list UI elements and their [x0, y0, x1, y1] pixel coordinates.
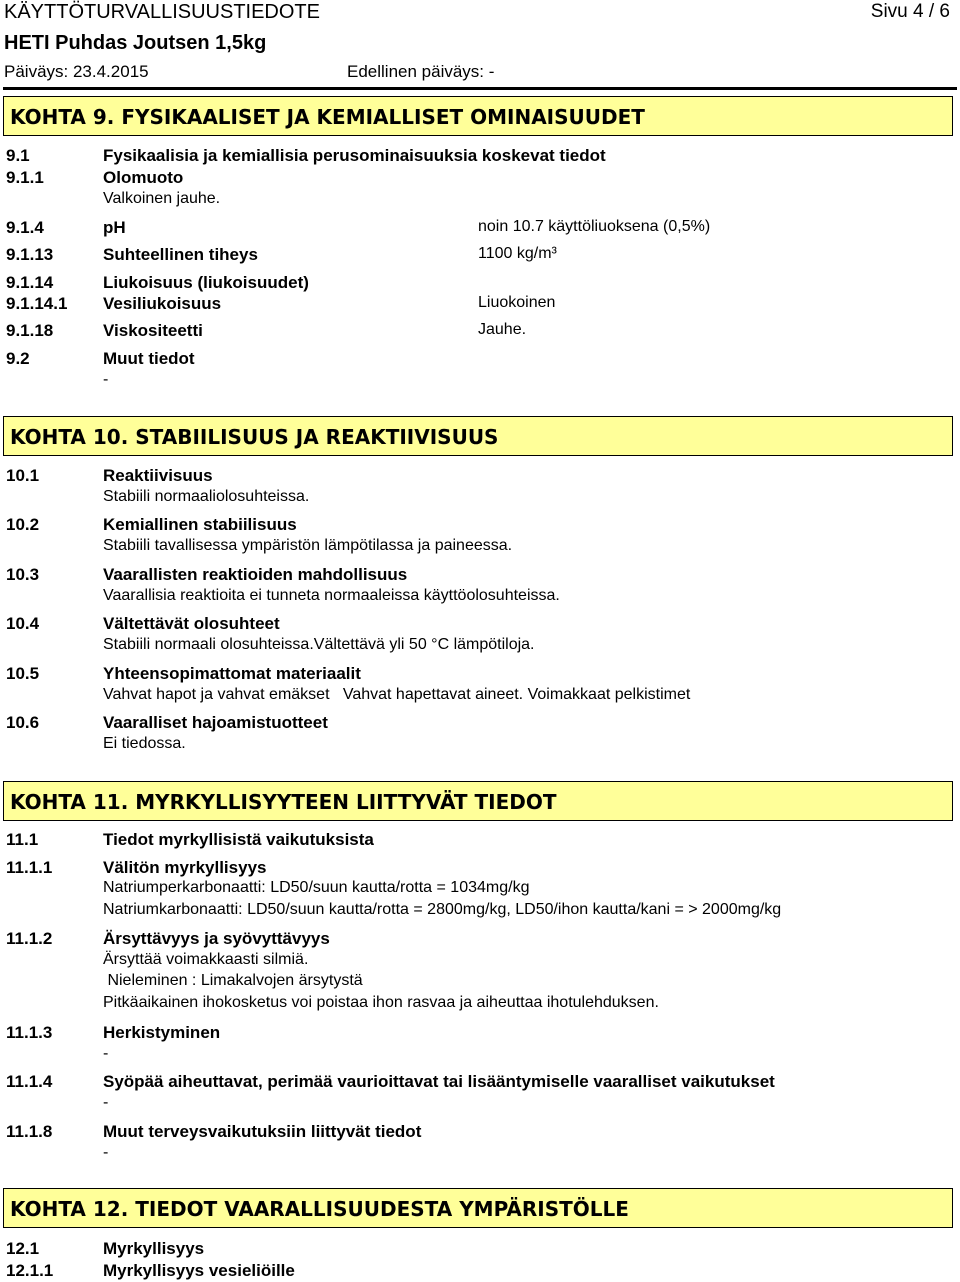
- item-label: Myrkyllisyys: [103, 1239, 205, 1258]
- item-label: Vesiliukoisuus: [103, 294, 222, 313]
- item-text: Natriumkarbonaatti: LD50/suun kautta/rotta = 2800mg/kg, LD50/ihon kautta/kani = > 2000mg/kg: [103, 901, 782, 918]
- item-label: Fysikaalisia ja kemiallisia perusominaisuuksia koskevat tiedot: [103, 146, 606, 165]
- item-label: Vältettävät olosuhteet: [103, 614, 280, 633]
- item-label: Liukoisuus (liukoisuudet): [103, 273, 309, 292]
- item-value: noin 10.7 käyttöliuoksena (0,5%): [478, 218, 711, 235]
- item-number: 10.1: [6, 466, 40, 485]
- section-11-heading: KOHTA 11. MYRKYLLISYYTEEN LIITTYVÄT TIEDOT: [3, 781, 953, 821]
- item-label: Yhteensopimattomat materiaalit: [103, 664, 361, 683]
- item-label: Reaktiivisuus: [103, 466, 213, 485]
- section-9-heading: KOHTA 9. FYSIKAALISET JA KEMIALLISET OMINAISUUDET: [3, 96, 953, 136]
- item-label: Välitön myrkyllisyys: [103, 858, 267, 877]
- item-text: -: [103, 1094, 109, 1111]
- product-name: HETI Puhdas Joutsen 1,5kg: [4, 32, 267, 54]
- item-text: Vahvat hapot ja vahvat emäkset Vahvat hapettavat aineet. Voimakkaat pelkistimet: [103, 686, 691, 703]
- item-number: 10.6: [6, 713, 40, 732]
- item-text: Pitkäaikainen ihokosketus voi poistaa ihon rasvaa ja aiheuttaa ihotulehduksen.: [103, 994, 659, 1011]
- item-label: Suhteellinen tiheys: [103, 245, 258, 264]
- item-text: Ei tiedossa.: [103, 735, 186, 752]
- item-number: 10.3: [6, 565, 40, 584]
- item-label: pH: [103, 218, 126, 237]
- previous-date: Edellinen päiväys: -: [347, 62, 495, 81]
- item-number: 9.1.1: [6, 168, 44, 187]
- item-text: -: [103, 1045, 109, 1062]
- item-label: Viskositeetti: [103, 321, 203, 340]
- item-number: 11.1.2: [6, 929, 53, 948]
- item-number: 9.1: [6, 146, 30, 165]
- item-label: Tiedot myrkyllisistä vaikutuksista: [103, 830, 374, 849]
- item-number: 11.1.1: [6, 858, 53, 877]
- item-text: Natriumperkarbonaatti: LD50/suun kautta/rotta = 1034mg/kg: [103, 879, 530, 896]
- item-number: 11.1.8: [6, 1122, 53, 1141]
- item-number: 10.2: [6, 515, 40, 534]
- section-12-heading: KOHTA 12. TIEDOT VAARALLISUUDESTA YMPÄRISTÖLLE: [3, 1188, 953, 1228]
- item-label: Vaaralliset hajoamistuotteet: [103, 713, 328, 732]
- item-number: 9.1.18: [6, 321, 54, 340]
- issue-date: Päiväys: 23.4.2015: [4, 62, 149, 81]
- item-number: 9.1.14.1: [6, 294, 68, 313]
- item-number: 11.1.3: [6, 1023, 53, 1042]
- item-text: Stabiili tavallisessa ympäristön lämpötilassa ja paineessa.: [103, 537, 513, 554]
- item-number: 9.2: [6, 349, 30, 368]
- item-number: 11.1: [6, 830, 39, 849]
- document-title: KÄYTTÖTURVALLISUUSTIEDOTE: [4, 1, 320, 23]
- item-label: Ärsyttävyys ja syövyttävyys: [103, 929, 330, 948]
- item-number: 12.1.1: [6, 1261, 54, 1280]
- item-text: Nieleminen : Limakalvojen ärsytystä: [103, 972, 363, 989]
- item-label: Syöpää aiheuttavat, perimää vaurioittavat tai lisääntymiselle vaaralliset vaikutukset: [103, 1072, 775, 1091]
- item-label: Olomuoto: [103, 168, 184, 187]
- item-value: Jauhe.: [478, 321, 527, 338]
- item-number: 9.1.14: [6, 273, 54, 292]
- item-text: Ärsyttää voimakkaasti silmiä.: [103, 951, 309, 968]
- item-text: -: [103, 371, 109, 388]
- item-value: Liuokoinen: [478, 294, 556, 311]
- page-number: Sivu 4 / 6: [870, 1, 950, 22]
- item-number: 10.5: [6, 664, 40, 683]
- item-label: Herkistyminen: [103, 1023, 221, 1042]
- item-number: 10.4: [6, 614, 40, 633]
- header-divider: [3, 87, 957, 90]
- item-text: -: [103, 1144, 109, 1161]
- item-label: Myrkyllisyys vesieliöille: [103, 1261, 295, 1280]
- item-label: Muut tiedot: [103, 349, 195, 368]
- item-text: Stabiili normaali olosuhteissa.Vältettävä yli 50 °C lämpötiloja.: [103, 636, 535, 653]
- item-number: 9.1.13: [6, 245, 54, 264]
- item-label: Muut terveysvaikutuksiin liittyvät tiedot: [103, 1122, 422, 1141]
- item-label: Vaarallisten reaktioiden mahdollisuus: [103, 565, 408, 584]
- item-text: Stabiili normaaliolosuhteissa.: [103, 488, 310, 505]
- item-text: Vaarallisia reaktioita ei tunneta normaaleissa käyttöolosuhteissa.: [103, 587, 560, 604]
- item-number: 11.1.4: [6, 1072, 53, 1091]
- item-label: Kemiallinen stabiilisuus: [103, 515, 297, 534]
- section-10-heading: KOHTA 10. STABIILISUUS JA REAKTIIVISUUS: [3, 416, 953, 456]
- item-text: Valkoinen jauhe.: [103, 190, 221, 207]
- item-number: 12.1: [6, 1239, 40, 1258]
- item-value: 1100 kg/m³: [478, 245, 557, 262]
- item-number: 9.1.4: [6, 218, 44, 237]
